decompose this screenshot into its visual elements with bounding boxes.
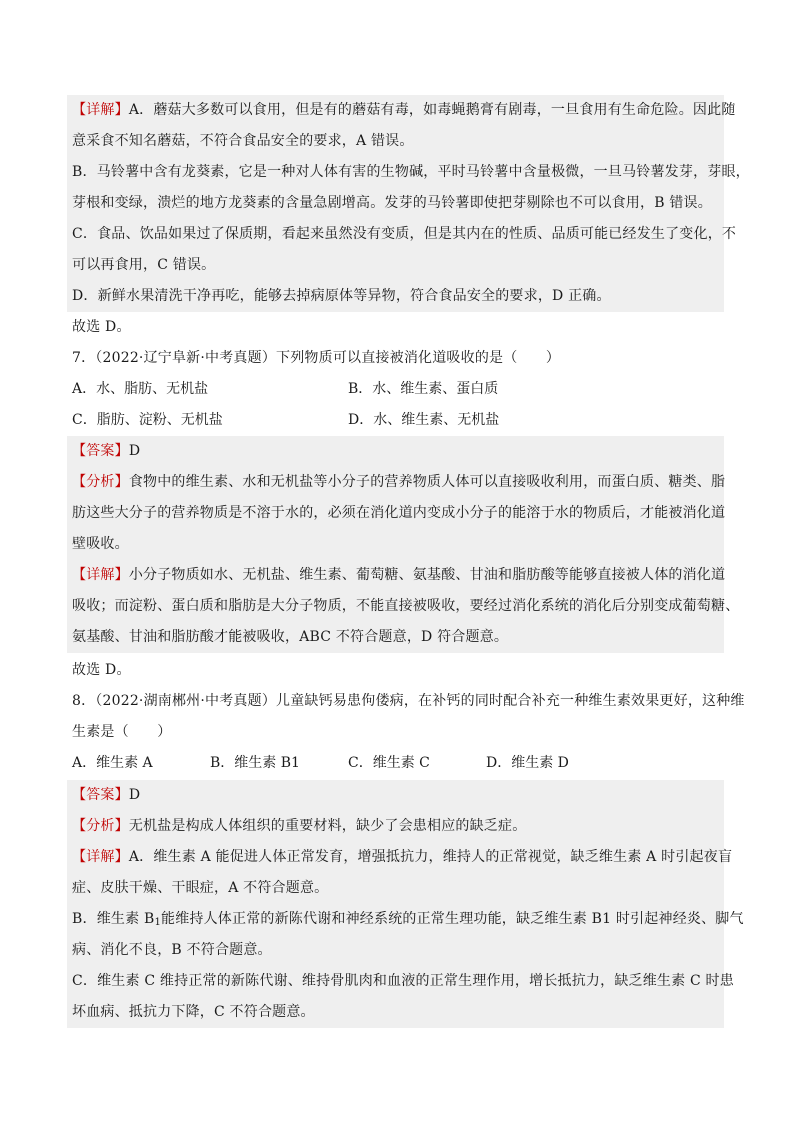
analysis-tag: 【分析】 [72,818,129,834]
q8-detail-line-5: C．维生素 C 维持正常的新陈代谢、维持骨肌肉和血液的正常生理作用，增长抵抗力，缺乏维生素 C 时患 [72,973,734,989]
q7-analysis-line-1: 【分析】食物中的维生素、水和无机盐等小分子的营养物质人体可以直接吸收利用，而蛋白质、糖类、脂 [72,474,726,490]
detail-tag: 【详解】 [72,567,129,583]
q8-detail-line-2: 症、皮肤干燥、干眼症，A 不符合题意。 [72,880,329,896]
q8-stem-line-1: 8．（2022·湖南郴州·中考真题）儿童缺钙易患佝偻病，在补钙的同时配合补充一种维生素效果更好，这种维 [72,693,745,709]
q6-detail-line-6: 可以再食用，C 错误。 [72,257,216,273]
q7-analysis-line-2: 肪这些大分子的营养物质是不溶于水的，必须在消化道内变成小分子的能溶于水的物质后，才能被消化道 [72,505,726,521]
q7-option-b: B．水、维生素、蛋白质 [348,381,499,397]
q7-option-c: C．脂肪、淀粉、无机盐 [72,412,223,428]
q7-option-a: A．水、脂肪、无机盐 [72,381,209,397]
q7-answer: 【答案】D [72,443,141,459]
q8-option-d: D．维生素 D [486,755,569,771]
analysis-tag: 【分析】 [72,474,129,490]
q8-detail-line-6: 坏血病、抵抗力下降，C 不符合题意。 [72,1004,315,1020]
detail-tag: 【详解】 [72,102,129,118]
q8-explanation-block [67,780,744,1028]
q7-analysis-line-3: 壁吸收。 [72,536,129,552]
q6-detail-line-2: 意采食不知名蘑菇，不符合食品安全的要求，A 错误。 [72,133,414,149]
q7-conclusion: 故选 D。 [72,662,131,678]
q8-stem-line-2: 生素是（ ） [72,724,172,740]
q8-detail-line-1: 【详解】A．维生素 A 能促进人体正常发育，增强抵抗力，维持人的正常视觉，缺乏维生素 A 时引起夜盲 [72,849,733,865]
q8-answer: 【答案】D [72,787,141,803]
q7-detail-line-2: 吸收；而淀粉、蛋白质和脂肪是大分子物质，不能直接被吸收，要经过消化系统的消化后分别变成葡萄糖、 [72,598,740,614]
q6-detail-line-3: B．马铃薯中含有龙葵素，它是一种对人体有害的生物碱，平时马铃薯中含量极微，一旦马铃薯发芽，芽眼， [72,164,750,180]
q8-analysis: 【分析】无机盐是构成人体组织的重要材料，缺少了会患相应的缺乏症。 [72,818,527,834]
q7-stem: 7．（2022·辽宁阜新·中考真题）下列物质可以直接被消化道吸收的是（ ） [72,350,561,366]
q6-detail-line-4: 芽根和变绿，溃烂的地方龙葵素的含量急剧增高。发芽的马铃薯即使把芽剔除也不可以食用，B 错误。 [72,195,712,211]
q7-detail-line-3: 氨基酸、甘油和脂肪酸才能被吸收，ABC 不符合题意，D 符合题意。 [72,629,509,645]
q8-detail-line-4: 病、消化不良，B 不符合题意。 [72,942,272,958]
q8-option-c: C．维生素 C [348,755,430,771]
q6-detail-line-5: C．食品、饮品如果过了保质期，看起来虽然没有变质，但是其内在的性质、品质可能已经发生了变化，不 [72,226,737,242]
q7-option-d: D．水、维生素、无机盐 [348,412,500,428]
q7-explanation-block [67,436,740,653]
q8-detail-line-3: B．维生素 $B_1$能维持人体正常的新陈代谢和神经系统的正常生理功能，缺乏维生素 B1 时引起神经炎、脚气 [72,911,744,928]
detail-tag: 【详解】 [72,849,129,865]
answer-tag: 【答案】 [72,787,129,803]
q6-conclusion: 故选 D。 [72,319,131,335]
q8-option-b: B．维生素 B1 [210,755,300,771]
q6-detail-block [67,95,750,312]
q8-option-a: A．维生素 A [72,755,153,771]
q6-detail-line-7: D．新鲜水果清洗干净再吃，能够去掉病原体等异物，符合食品安全的要求，D 正确。 [72,288,611,304]
answer-tag: 【答案】 [72,443,129,459]
q7-detail-line-1: 【详解】小分子物质如水、无机盐、维生素、葡萄糖、氨基酸、甘油和脂肪酸等能够直接被人体的消化道 [72,567,726,583]
q6-detail-line-1: 【详解】A．蘑菇大多数可以食用，但是有的蘑菇有毒，如毒蝇鹅膏有剧毒，一旦食用有生命危险。因此随 [72,102,736,118]
